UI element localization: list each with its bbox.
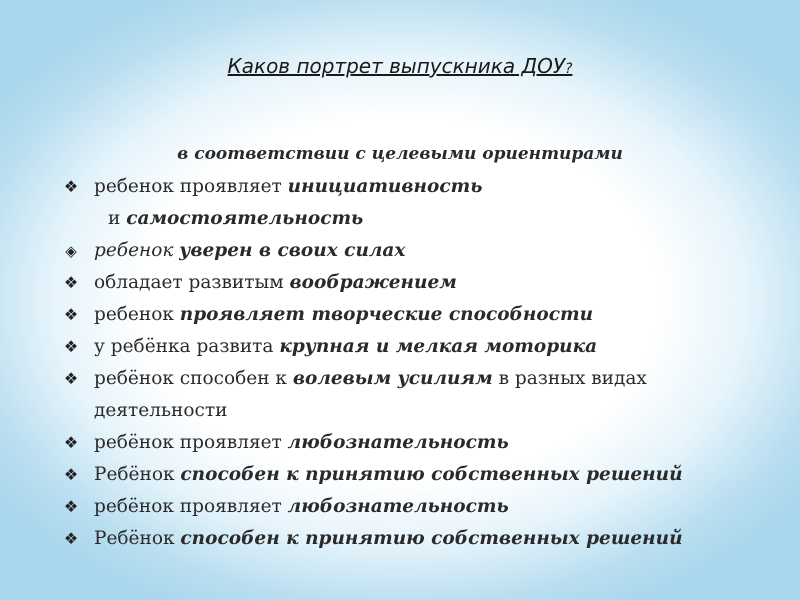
item-text: ребёнок проявляет bbox=[94, 496, 288, 517]
diamond-bullet-icon: ❖ bbox=[63, 497, 79, 516]
item-text: Ребёнок bbox=[94, 464, 181, 485]
item-emphasis: способен к принятию собственных решений bbox=[180, 464, 683, 485]
item-text: ребенок проявляет bbox=[94, 176, 288, 197]
list-item bbox=[60, 299, 780, 331]
item-emphasis: любознательность bbox=[287, 432, 509, 453]
item-text: ребёнок способен к bbox=[94, 368, 293, 389]
diamond-bullet-icon: ❖ bbox=[63, 177, 79, 196]
item-emphasis: уверен в своих силах bbox=[179, 240, 406, 261]
diamond-bullet-icon: ❖ bbox=[63, 337, 79, 356]
list-item-continuation bbox=[60, 203, 780, 235]
item-emphasis: воображением bbox=[289, 272, 457, 293]
slide-title-text: Каков портрет выпускника ДОУ bbox=[227, 54, 566, 78]
list-item bbox=[60, 331, 780, 363]
list-item bbox=[60, 363, 780, 427]
slide-subtitle: в соответствии с целевыми ориентирами bbox=[177, 144, 623, 164]
item-text: и bbox=[108, 208, 127, 229]
item-text: ребенок bbox=[94, 304, 180, 325]
item-emphasis: волевым усилиям bbox=[292, 368, 493, 389]
diamond-bullet-icon: ◈ bbox=[65, 242, 77, 260]
item-text: ребенок bbox=[94, 240, 180, 261]
item-emphasis: способен к принятию собственных решений bbox=[180, 528, 683, 549]
list-item bbox=[60, 491, 780, 523]
list-item bbox=[60, 427, 780, 459]
item-text: у ребёнка развита bbox=[94, 336, 280, 357]
list-item bbox=[60, 523, 780, 555]
item-text-line2: деятельности bbox=[94, 400, 228, 421]
diamond-bullet-icon: ❖ bbox=[63, 465, 79, 484]
diamond-bullet-icon: ❖ bbox=[63, 273, 79, 292]
item-emphasis: самостоятельность bbox=[126, 208, 364, 229]
list-item bbox=[60, 171, 780, 203]
slide-title bbox=[0, 54, 800, 78]
diamond-bullet-icon: ❖ bbox=[63, 529, 79, 548]
item-emphasis: крупная и мелкая моторика bbox=[279, 336, 598, 357]
item-text: обладает развитым bbox=[94, 272, 290, 293]
item-text-tail: в разных видах bbox=[492, 368, 647, 389]
list-item bbox=[60, 235, 780, 267]
item-emphasis: проявляет творческие способности bbox=[179, 304, 594, 325]
diamond-bullet-icon: ❖ bbox=[63, 433, 79, 452]
bullet-list bbox=[60, 171, 780, 555]
item-text: ребёнок проявляет bbox=[94, 432, 288, 453]
diamond-bullet-icon: ❖ bbox=[63, 369, 79, 388]
item-emphasis: любознательность bbox=[287, 496, 509, 517]
item-emphasis: инициативность bbox=[287, 176, 483, 197]
item-text: Ребёнок bbox=[94, 528, 181, 549]
list-item bbox=[60, 459, 780, 491]
diamond-bullet-icon: ❖ bbox=[63, 305, 79, 324]
slide-title-qmark: ? bbox=[565, 61, 573, 77]
list-item bbox=[60, 267, 780, 299]
